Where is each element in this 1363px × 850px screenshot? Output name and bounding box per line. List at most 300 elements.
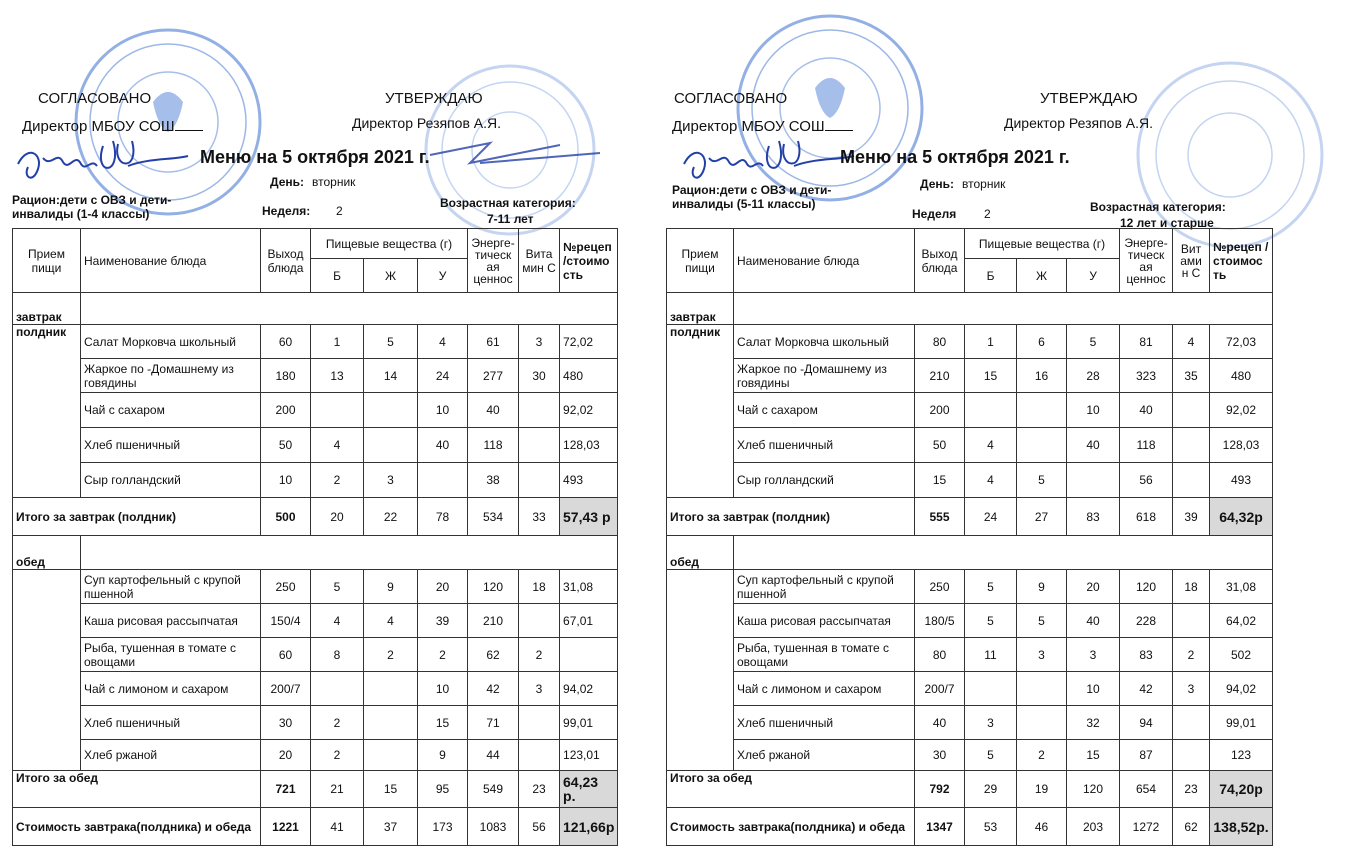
page-title: Меню на 5 октября 2021 г. [200, 147, 430, 167]
dish-name: Сыр голландский [81, 463, 261, 498]
table-row [13, 463, 618, 498]
table-row [667, 570, 1273, 604]
col-nutrients: Пищевые вещества (г) [311, 229, 468, 259]
col-recipe: №рецеп /стоимо сть [560, 229, 618, 293]
cell: 493 [560, 463, 618, 498]
cell [1017, 428, 1067, 463]
ration-label: Рацион:дети с ОВЗ и дети-инвалиды (1-4 классы) [12, 193, 172, 221]
cell: 534 [468, 498, 519, 536]
cell: 6 [1017, 325, 1067, 359]
cell: 10 [418, 672, 468, 706]
dish-name: Суп картофельный с крупой пшенной [81, 570, 261, 604]
dish-name: Рыба, тушенная в томате с овощами [81, 638, 261, 672]
cell: 4 [311, 428, 364, 463]
col-vitamin: Вита мин С [519, 229, 560, 293]
cell: 80 [915, 325, 965, 359]
cell: 30 [261, 706, 311, 740]
cell: 20 [418, 570, 468, 604]
meal-breakfast: завтрак [13, 293, 81, 325]
cell: 5 [311, 570, 364, 604]
col-protein: Б [965, 259, 1017, 293]
total-breakfast-label: Итого за завтрак (полдник) [13, 498, 261, 536]
ration-label: Рацион:дети с ОВЗ и дети-инвалиды (5-11 классы) [672, 183, 832, 211]
cell: 60 [261, 325, 311, 359]
cell: 22 [364, 498, 418, 536]
age-value: 7-11 лет [487, 212, 534, 226]
cell: 37 [364, 808, 418, 846]
table-row [667, 604, 1273, 638]
cell: 15 [1067, 740, 1120, 771]
cell: 5 [1017, 463, 1067, 498]
week-value: 2 [984, 207, 991, 221]
cell: 39 [418, 604, 468, 638]
cell: 11 [965, 638, 1017, 672]
cell: 1221 [261, 808, 311, 846]
dish-name: Рыба, тушенная в томате с овощами [734, 638, 915, 672]
cell: 92,02 [560, 393, 618, 428]
cell [519, 604, 560, 638]
cell: 555 [915, 498, 965, 536]
cell [1067, 463, 1120, 498]
table-row [13, 604, 618, 638]
cell: 250 [261, 570, 311, 604]
cell: 15 [915, 463, 965, 498]
cell: 2 [311, 706, 364, 740]
cell: 4 [311, 604, 364, 638]
col-recipe: №рецеп /стоимос ть [1210, 229, 1273, 293]
cell [311, 393, 364, 428]
dish-name: Чай с лимоном и сахаром [734, 672, 915, 706]
cell: 29 [965, 771, 1017, 808]
col-meal: Прием пищи [667, 229, 734, 293]
cell [519, 706, 560, 740]
cell: 24 [965, 498, 1017, 536]
col-fat: Ж [1017, 259, 1067, 293]
signature-icon [674, 136, 864, 186]
cell: 31,08 [560, 570, 618, 604]
cell: 24 [418, 359, 468, 393]
cell: 4 [965, 428, 1017, 463]
dish-name: Каша рисовая рассыпчатая [734, 604, 915, 638]
cell [519, 393, 560, 428]
cell: 200 [261, 393, 311, 428]
cell: 64,02 [1210, 604, 1273, 638]
table-row [667, 672, 1273, 706]
cell: 173 [418, 808, 468, 846]
cell: 23 [519, 771, 560, 808]
agreed-label: СОГЛАСОВАНО [38, 90, 152, 107]
menu-page-left [0, 0, 650, 850]
dish-name: Хлеб ржаной [734, 740, 915, 771]
table-row [13, 672, 618, 706]
cell [311, 672, 364, 706]
cell: 2 [418, 638, 468, 672]
cell: 2 [364, 638, 418, 672]
week-value: 2 [336, 204, 343, 218]
cell: 50 [915, 428, 965, 463]
cell: 3 [1173, 672, 1210, 706]
cell: 118 [468, 428, 519, 463]
total-breakfast-label: Итого за завтрак (полдник) [667, 498, 915, 536]
cell: 203 [1067, 808, 1120, 846]
dish-name: Хлеб пшеничный [734, 428, 915, 463]
grand-total-label: Стоимость завтрака(полдника) и обеда [667, 808, 915, 846]
cell [1173, 393, 1210, 428]
cell: 71 [468, 706, 519, 740]
meal-snack: полдник [13, 325, 81, 498]
day-value: вторник [312, 175, 356, 189]
cell: 40 [1120, 393, 1173, 428]
cell: 61 [468, 325, 519, 359]
cell: 9 [418, 740, 468, 771]
dish-name: Хлеб пшеничный [734, 706, 915, 740]
cell: 180/5 [915, 604, 965, 638]
cell: 1272 [1120, 808, 1173, 846]
week-label: Неделя [912, 207, 957, 221]
cell: 30 [915, 740, 965, 771]
table-row [13, 740, 618, 771]
cell: 28 [1067, 359, 1120, 393]
cell: 5 [965, 740, 1017, 771]
director-label [22, 118, 203, 135]
total-cost: 64,23 р. [560, 771, 618, 808]
total-row [13, 808, 618, 846]
table-row [667, 393, 1273, 428]
cell: 40 [468, 393, 519, 428]
menu-table [12, 228, 618, 846]
table-row [667, 325, 1273, 359]
col-dish: Наименование блюда [81, 229, 261, 293]
cell: 3 [519, 672, 560, 706]
col-output: Выход блюда [915, 229, 965, 293]
cell: 9 [364, 570, 418, 604]
total-cost: 74,20р [1210, 771, 1273, 808]
cell: 14 [364, 359, 418, 393]
cell: 99,01 [560, 706, 618, 740]
total-row [667, 771, 1273, 808]
cell: 5 [965, 604, 1017, 638]
cell [1173, 604, 1210, 638]
approve-director: Директор Резяпов А.Я. [352, 115, 501, 131]
cell: 10 [1067, 672, 1120, 706]
dish-name: Чай с сахаром [734, 393, 915, 428]
total-cost: 64,32р [1210, 498, 1273, 536]
meal-breakfast: завтрак [667, 293, 734, 325]
cell: 42 [1120, 672, 1173, 706]
cell: 618 [1120, 498, 1173, 536]
dish-name: Хлеб пшеничный [81, 706, 261, 740]
table-row [13, 325, 618, 359]
cell [418, 463, 468, 498]
dish-name: Хлеб пшеничный [81, 428, 261, 463]
meal-snack: полдник [667, 325, 734, 498]
total-cost: 121,66р [560, 808, 618, 846]
cell: 2 [311, 463, 364, 498]
col-nutrients: Пищевые вещества (г) [965, 229, 1120, 259]
menu-table [666, 228, 1273, 846]
cell: 123 [1210, 740, 1273, 771]
cell: 1083 [468, 808, 519, 846]
dish-name: Чай с сахаром [81, 393, 261, 428]
table-row [667, 463, 1273, 498]
cell: 33 [519, 498, 560, 536]
cell: 95 [418, 771, 468, 808]
total-lunch-label: Итого за обед [667, 771, 915, 808]
total-row [13, 771, 618, 808]
director-label [672, 118, 853, 135]
cell: 10 [1067, 393, 1120, 428]
cell: 4 [364, 604, 418, 638]
total-cost: 138,52р. [1210, 808, 1273, 846]
cell: 72,02 [560, 325, 618, 359]
cell [1017, 706, 1067, 740]
cell: 5 [965, 570, 1017, 604]
cell: 10 [418, 393, 468, 428]
cell: 39 [1173, 498, 1210, 536]
cell: 94,02 [1210, 672, 1273, 706]
cell [364, 393, 418, 428]
total-row [667, 498, 1273, 536]
table-row [667, 706, 1273, 740]
cell: 94,02 [560, 672, 618, 706]
cell: 56 [519, 808, 560, 846]
cell [1173, 706, 1210, 740]
cell [364, 706, 418, 740]
col-dish: Наименование блюда [734, 229, 915, 293]
cell: 150/4 [261, 604, 311, 638]
cell: 99,01 [1210, 706, 1273, 740]
cell: 62 [1173, 808, 1210, 846]
week-label: Неделя: [262, 204, 311, 218]
dish-name: Сыр голландский [734, 463, 915, 498]
cell: 277 [468, 359, 519, 393]
cell: 3 [1017, 638, 1067, 672]
cell: 94 [1120, 706, 1173, 740]
cell: 118 [1120, 428, 1173, 463]
cell: 62 [468, 638, 519, 672]
day-value: вторник [962, 177, 1006, 191]
cell: 200/7 [261, 672, 311, 706]
col-carbs: У [418, 259, 468, 293]
cell: 56 [1120, 463, 1173, 498]
cell [965, 672, 1017, 706]
cell: 83 [1120, 638, 1173, 672]
cell: 210 [915, 359, 965, 393]
approve-director: Директор Резяпов А.Я. [1004, 115, 1153, 131]
cell: 4 [965, 463, 1017, 498]
total-cost: 57,43 р [560, 498, 618, 536]
cell: 40 [1067, 428, 1120, 463]
cell: 721 [261, 771, 311, 808]
cell: 50 [261, 428, 311, 463]
cell: 18 [1173, 570, 1210, 604]
table-row [13, 570, 618, 604]
cell [364, 740, 418, 771]
director-text: Директор МБОУ СОШ [672, 118, 825, 135]
table-row [667, 740, 1273, 771]
cell: 1 [311, 325, 364, 359]
cell: 210 [468, 604, 519, 638]
cell: 200/7 [915, 672, 965, 706]
cell [1017, 672, 1067, 706]
cell: 19 [1017, 771, 1067, 808]
cell: 78 [418, 498, 468, 536]
cell: 792 [915, 771, 965, 808]
cell [1173, 428, 1210, 463]
cell: 15 [965, 359, 1017, 393]
cell: 5 [1017, 604, 1067, 638]
dish-name: Суп картофельный с крупой пшенной [734, 570, 915, 604]
cell: 8 [311, 638, 364, 672]
cell [519, 463, 560, 498]
cell: 1 [965, 325, 1017, 359]
col-protein: Б [311, 259, 364, 293]
dish-name: Каша рисовая рассыпчатая [81, 604, 261, 638]
dish-name: Жаркое по -Домашнему из говядины [81, 359, 261, 393]
age-value: 12 лет и старше [1120, 216, 1214, 230]
day-label: День: [920, 177, 954, 191]
agreed-label: СОГЛАСОВАНО [674, 90, 788, 107]
col-output: Выход блюда [261, 229, 311, 293]
dish-name: Салат Морковча школьный [81, 325, 261, 359]
cell: 38 [468, 463, 519, 498]
dish-name: Хлеб ржаной [81, 740, 261, 771]
cell: 3 [965, 706, 1017, 740]
dish-name: Жаркое по -Домашнему из говядины [734, 359, 915, 393]
cell: 654 [1120, 771, 1173, 808]
cell: 5 [1067, 325, 1120, 359]
cell: 128,03 [560, 428, 618, 463]
cell: 502 [1210, 638, 1273, 672]
cell: 40 [418, 428, 468, 463]
total-lunch-label: Итого за обед [13, 771, 261, 808]
table-row [13, 359, 618, 393]
cell: 35 [1173, 359, 1210, 393]
table-row [13, 706, 618, 740]
cell: 23 [1173, 771, 1210, 808]
dish-name: Салат Морковча школьный [734, 325, 915, 359]
col-energy: Энерге-тическ ая ценнос [1120, 229, 1173, 293]
total-row [667, 808, 1273, 846]
cell: 67,01 [560, 604, 618, 638]
cell: 180 [261, 359, 311, 393]
cell: 32 [1067, 706, 1120, 740]
cell: 40 [1067, 604, 1120, 638]
approve-label: УТВЕРЖДАЮ [385, 90, 483, 107]
cell: 4 [1173, 325, 1210, 359]
cell: 46 [1017, 808, 1067, 846]
total-row [13, 498, 618, 536]
cell: 42 [468, 672, 519, 706]
cell: 120 [468, 570, 519, 604]
col-vitamin: Вит ами н С [1173, 229, 1210, 293]
cell: 18 [519, 570, 560, 604]
cell: 30 [519, 359, 560, 393]
cell: 4 [418, 325, 468, 359]
approve-label: УТВЕРЖДАЮ [1040, 90, 1138, 107]
cell: 120 [1067, 771, 1120, 808]
cell: 13 [311, 359, 364, 393]
table-row [667, 428, 1273, 463]
cell: 10 [261, 463, 311, 498]
cell: 27 [1017, 498, 1067, 536]
cell: 21 [311, 771, 364, 808]
cell: 3 [364, 463, 418, 498]
meal-lunch: обед [13, 536, 81, 570]
cell [519, 428, 560, 463]
col-energy: Энерге-тическ ая ценнос [468, 229, 519, 293]
cell: 323 [1120, 359, 1173, 393]
cell: 16 [1017, 359, 1067, 393]
signature-stroke-icon [420, 130, 620, 170]
cell: 83 [1067, 498, 1120, 536]
cell [519, 740, 560, 771]
cell: 20 [311, 498, 364, 536]
cell: 72,03 [1210, 325, 1273, 359]
cell: 60 [261, 638, 311, 672]
signature-icon [8, 136, 198, 186]
cell [1017, 393, 1067, 428]
cell: 92,02 [1210, 393, 1273, 428]
director-text: Директор МБОУ СОШ [22, 118, 175, 135]
table-row [667, 638, 1273, 672]
table-row [667, 359, 1273, 393]
cell: 493 [1210, 463, 1273, 498]
table-row [13, 428, 618, 463]
col-fat: Ж [364, 259, 418, 293]
cell: 2 [1017, 740, 1067, 771]
cell: 9 [1017, 570, 1067, 604]
meal-lunch: обед [667, 536, 734, 570]
age-label: Возрастная категория: [440, 196, 576, 210]
cell: 80 [915, 638, 965, 672]
cell: 2 [1173, 638, 1210, 672]
cell: 123,01 [560, 740, 618, 771]
cell: 480 [560, 359, 618, 393]
page-title: Меню на 5 октября 2021 г. [840, 147, 1070, 167]
cell: 2 [311, 740, 364, 771]
cell: 87 [1120, 740, 1173, 771]
cell: 120 [1120, 570, 1173, 604]
cell: 15 [364, 771, 418, 808]
table-row [13, 638, 618, 672]
table-row [13, 393, 618, 428]
cell: 128,03 [1210, 428, 1273, 463]
grand-total-label: Стоимость завтрака(полдника) и обеда [13, 808, 261, 846]
cell: 480 [1210, 359, 1273, 393]
cell: 549 [468, 771, 519, 808]
col-carbs: У [1067, 259, 1120, 293]
cell [560, 638, 618, 672]
cell: 1347 [915, 808, 965, 846]
cell: 200 [915, 393, 965, 428]
cell: 20 [1067, 570, 1120, 604]
age-label: Возрастная категория: [1090, 200, 1226, 214]
cell: 228 [1120, 604, 1173, 638]
cell [364, 428, 418, 463]
cell: 40 [915, 706, 965, 740]
cell [1173, 463, 1210, 498]
cell [1173, 740, 1210, 771]
cell: 2 [519, 638, 560, 672]
cell: 500 [261, 498, 311, 536]
cell: 3 [519, 325, 560, 359]
dish-name: Чай с лимоном и сахаром [81, 672, 261, 706]
cell: 3 [1067, 638, 1120, 672]
cell: 31,08 [1210, 570, 1273, 604]
day-label: День: [270, 175, 304, 189]
cell [965, 393, 1017, 428]
